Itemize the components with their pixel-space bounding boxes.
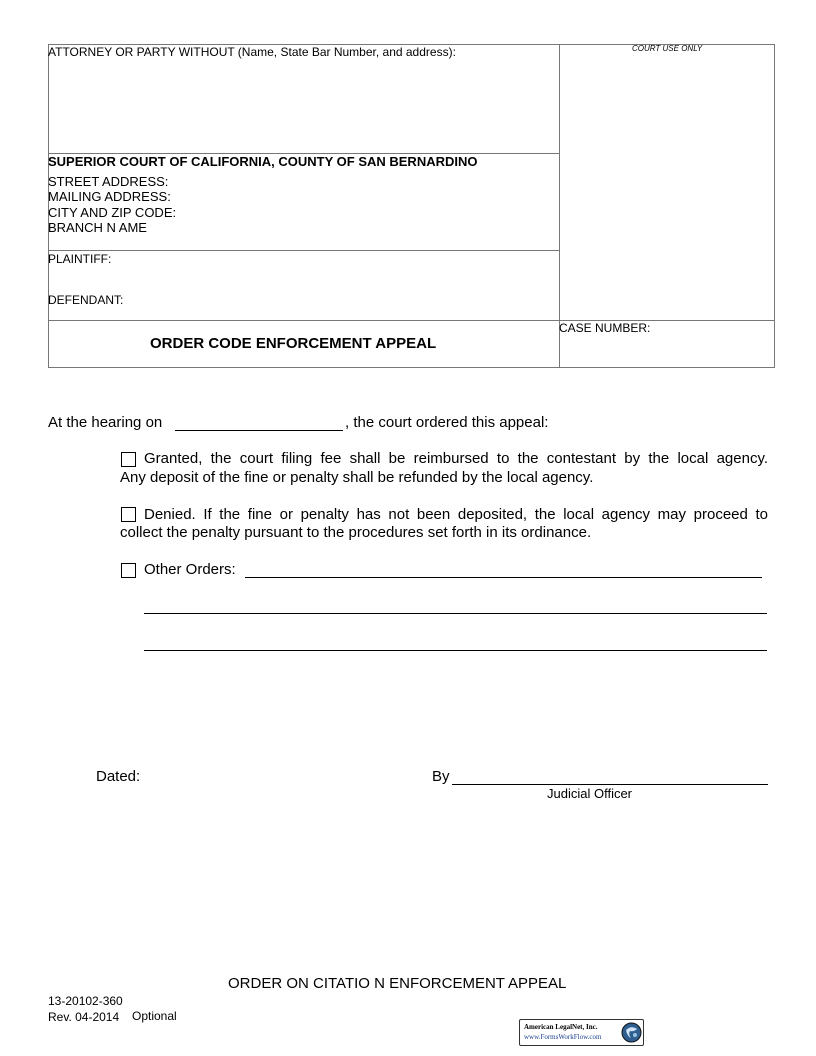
by-label: By: [432, 768, 450, 785]
dated-label: Dated:: [96, 768, 141, 785]
caption-divider-parties: [48, 250, 559, 251]
logo-company-name: American LegalNet, Inc.: [524, 1023, 598, 1031]
logo-website: www.FormsWorkFlow.com: [524, 1033, 602, 1041]
other-orders-line-2[interactable]: [144, 613, 767, 614]
granted-text-line2: Any deposit of the fine or penalty shall be refunded by the local agency.: [120, 469, 594, 486]
case-number-label: CASE NUMBER:: [559, 321, 651, 335]
other-orders-line-1[interactable]: [245, 577, 762, 578]
denied-text-line2: collect the penalty pursuant to the procedures set forth in its ordinance.: [120, 524, 592, 541]
granted-text-line1: Granted, the court filing fee shall be reimbursed to the contestant by the local agency.: [144, 450, 768, 467]
other-orders-line-3[interactable]: [144, 650, 767, 651]
denied-text-line1: Denied. If the fine or penalty has not been deposited, the local agency may proceed to: [144, 506, 768, 523]
hearing-date-field[interactable]: [175, 430, 343, 431]
granted-checkbox[interactable]: [121, 452, 136, 467]
caption-divider-title: [48, 320, 775, 321]
other-orders-label: Other Orders:: [144, 561, 236, 578]
hearing-suffix: , the court ordered this appeal:: [345, 414, 549, 431]
street-address-label: STREET ADDRESS:: [48, 174, 169, 189]
judicial-officer-signature-line[interactable]: [452, 784, 768, 785]
form-title: ORDER CODE ENFORCEMENT APPEAL: [150, 335, 437, 352]
american-legalnet-logo: [519, 1019, 644, 1046]
mailing-address-label: MAILING ADDRESS:: [48, 189, 171, 204]
form-number: 13-20102-360: [48, 994, 123, 1008]
court-use-only-label: COURT USE ONLY: [632, 44, 703, 53]
defendant-label: DEFENDANT:: [48, 293, 124, 307]
logo-globe-icon: [621, 1022, 642, 1043]
branch-name-label: BRANCH N AME: [48, 220, 147, 235]
revision-date: Rev. 04-2014: [48, 1010, 120, 1024]
optional-label: Optional: [132, 1009, 177, 1023]
court-name: SUPERIOR COURT OF CALIFORNIA, COUNTY OF SAN BERNARDINO: [48, 154, 478, 169]
hearing-prefix: At the hearing on: [48, 414, 163, 431]
city-zip-label: CITY AND ZIP CODE:: [48, 205, 177, 220]
footer-title: ORDER ON CITATIO N ENFORCEMENT APPEAL: [228, 975, 567, 992]
denied-checkbox[interactable]: [121, 507, 136, 522]
plaintiff-label: PLAINTIFF:: [48, 252, 112, 266]
attorney-label: ATTORNEY OR PARTY WITHOUT (Name, State Bar Number, and address):: [48, 45, 456, 59]
other-orders-checkbox[interactable]: [121, 563, 136, 578]
judicial-officer-label: Judicial Officer: [547, 786, 633, 801]
